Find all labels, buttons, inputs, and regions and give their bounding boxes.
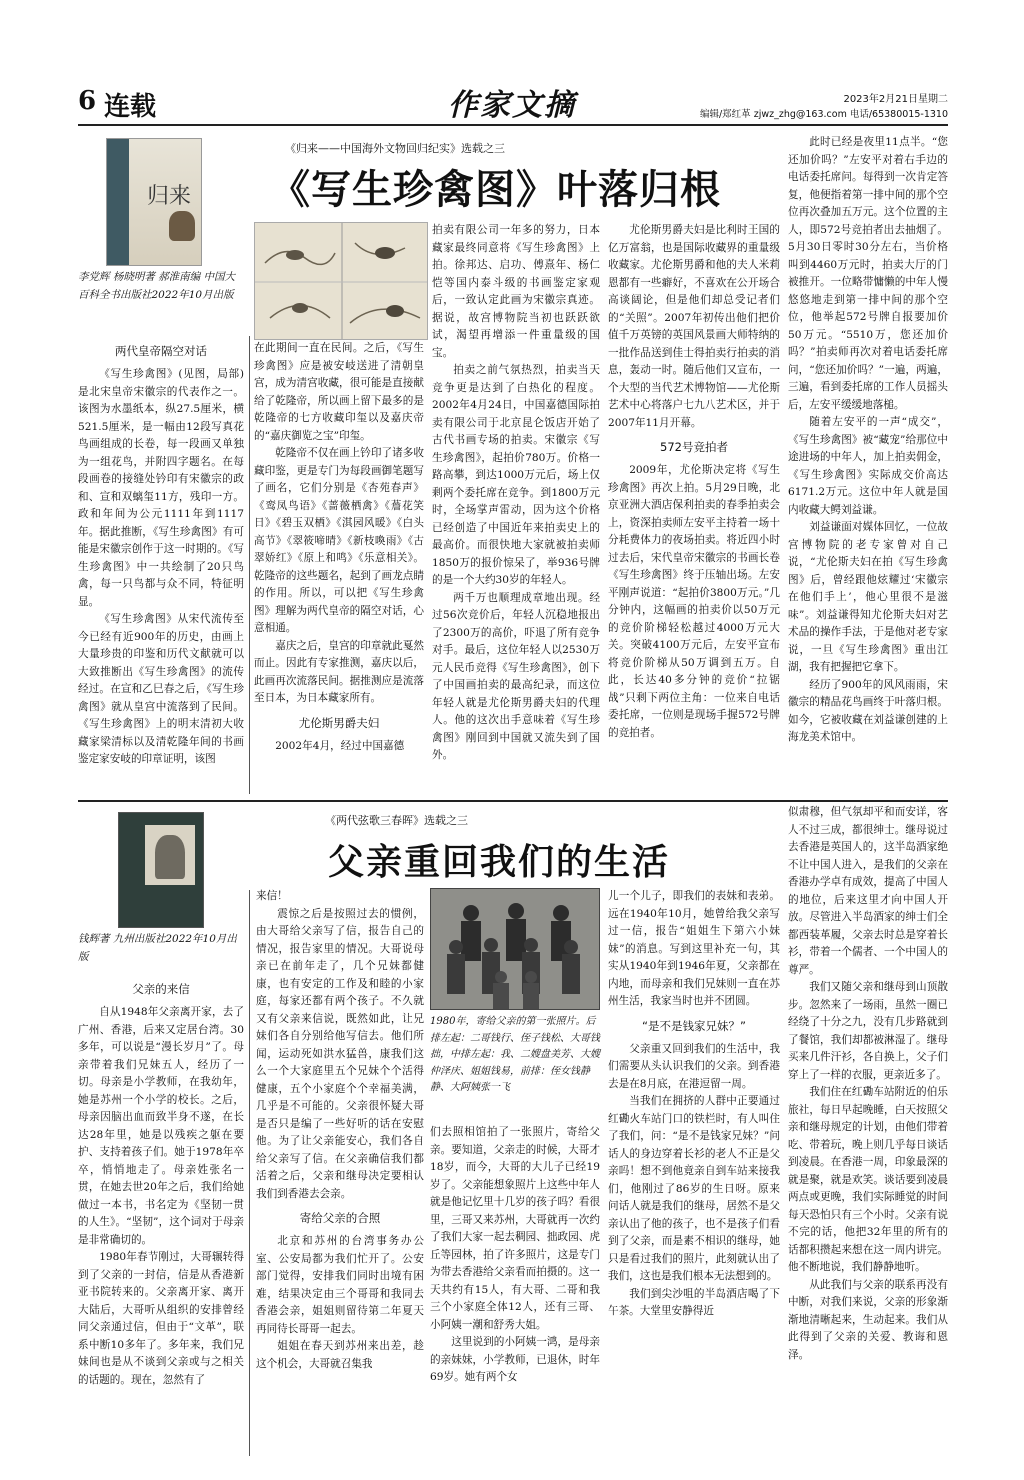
paragraph: 们去照相馆拍了一张照片，寄给父亲。要知道，父亲走的时候，大哥才18岁，而今，大哥的大儿子已经19岁了。父亲能想象照片上这些中年人就是他记忆里十几岁的孩子吗？看很里，三哥又来苏州，大哥就再一次约了我们大家一起去稠园、拙政园、虎丘等园林，拍了许多照片，这是专门为带去香港给父亲看而拍摄的。这一天共约有15人，有大哥、二哥和我三个小家庭全体12人，还有三哥、小阿姨一潮和舒秀大姐。 bbox=[430, 1126, 600, 1331]
paragraph: 我们住在红磡车站附近的伯乐旅社，每日早起晚睡，白天按照父亲和继母规定的计划，由他们带着吃、带着玩，晚上则几乎每日谈话到凌晨。在香港一周，印象最深的就是聚，就是欢笑。谈话要到凌晨两点或更晚，我们实际睡觉的时间每天恐怕只有三个小时。父亲有说不完的话，他把32年里的所有的话都积攒起来想在这一周内讲完。他不断地说，我们静静地听。 bbox=[788, 1086, 948, 1273]
paragraph: 乾隆帝不仅在画上钤印了诸多收藏印鉴，更是专门为每段画御笔题写了画名，它们分别是《杏苑春声》《鸾凤鸟语》《蔷薇栖禽》《薝花笑日》《碧玉双栖》《淇园风暖》《白头高节》《翠筱啼晴》《新枝喚雨》《古翠娇红》《原上和鸣》《乐意相关》。乾隆帝的这些题名，起到了画龙点睛的作用。所以，可以把《写生珍禽图》理解为两代皇帝的隔空对话，心意相通。 bbox=[254, 447, 424, 634]
article1-col4 bbox=[608, 222, 780, 742]
article2-col4 bbox=[608, 888, 780, 1321]
book-caption: 李党辉 杨晓明著 郝淮南编 中国大百科全书出版社2022年10月出版 bbox=[78, 271, 236, 301]
book-cover-title: 归来 bbox=[147, 184, 192, 209]
paragraph: 当我们在拥挤的人群中正要通过红磡火车站门口的铁栏时，有人叫住了我们，问：“是不是钱家兄妹？”问话人的身边穿着长衫的老人不正是父亲吗！想不到他竟亲自到车站来接我们，他刚过了86岁的生日呀。原来问话人就是我们的继母，居然不是父亲认出了他的孩子，也不是孩子们看到了父亲，而是素不相识的继母，她只是看过我们的照片，此刻就认出了我们，这也是我们根本无法想到的。 bbox=[608, 1095, 780, 1282]
masthead bbox=[78, 80, 948, 123]
subhead: 572号竞拍者 bbox=[660, 440, 728, 454]
paragraph: 在此期间一直在民间。之后，《写生珍禽图》应是被安岐送进了清朝皇宫，成为清宫收藏，很可能是直接献给了乾隆帝，所以画上留下最多的是乾隆帝的七方收藏印玺以及嘉庆帝的“嘉庆御览之宝”印玺。 bbox=[254, 342, 424, 442]
subhead: 两代皇帝隔空对话 bbox=[115, 344, 207, 358]
paragraph: 儿一个儿子，即我们的表妹和表弟。远在1940年10月，她曾给我父亲写过一信，报告“姐姐生下第六小妹妹”的消息。写到这里补充一句，其实从1940年到1946年夏，父亲都在内地，而母亲和我们兄妹则一直在苏州生活，我家当时也并不团圆。 bbox=[608, 890, 780, 1007]
paragraph: 我们又随父亲和继母到山顶散步。忽然来了一场雨，虽然一圈已经绕了十分之九，没有几步路就到了餐馆，我们却都被淋湿了。继母买来几件汗衫，各自换上，父子们穿上了一样的衣服，更亲近多了。 bbox=[788, 981, 948, 1081]
issue-date: 2023年2月21日星期二 bbox=[843, 94, 948, 105]
article2-col5 bbox=[788, 804, 948, 1364]
paragraph: 2002年4月，经过中国嘉德 bbox=[275, 739, 405, 752]
paragraph: 刘益谦面对媒体回忆，一位故宫博物院的老专家曾对自己说，“尤伦斯夫妇在拍《写生珍禽图》后，曾经跟他炫耀过‘宋徽宗在他们手上’，他心里很不是滋味”。刘益谦得知尤伦斯夫妇对艺术品的操作手法，于是他对老专家说，一旦《写生珍禽图》重出江湖，我有把握把它拿下。 bbox=[788, 521, 948, 673]
painting-image bbox=[254, 222, 428, 340]
series-label: 《两代弦歌三春晖》选载之三 bbox=[325, 814, 468, 827]
article1-col5 bbox=[788, 134, 948, 747]
book-cover-image bbox=[118, 812, 204, 928]
paragraph: 从此我们与父亲的联系再没有中断，对我们来说，父亲的形象渐渐地清晰起来，生动起来。我们从此得到了父亲的关爱、教诲和恩泽。 bbox=[788, 1278, 948, 1361]
paragraph: 这里说到的小阿姨一鸿，是母亲的亲妹妹，小学教师，已退休，时年69岁。她有两个女 bbox=[430, 1336, 600, 1383]
paragraph: 尤伦斯男爵夫妇是比利时王国的亿万富翁，也是国际收藏界的重量级收藏家。尤伦斯男爵和他的夫人米莉恩都有一些癖好，不喜欢在公开场合高谈阔论，但是他们却总受记者们的“关照”。2007年初传出他们把价值千万英镑的英国风景画大师特纳的一批作品送到佳士得拍卖行拍卖的消息，轰动一时。随后他们又宣布，一个大型的当代艺术博物馆——尤伦斯艺术中心将落户七九八艺术区，并于2007年11月开幕。 bbox=[608, 224, 780, 429]
article-separator bbox=[78, 800, 948, 802]
subhead: 寄给父亲的合照 bbox=[299, 1211, 381, 1225]
photo-caption: 1980年，寄给父亲的第一张照片。后排左起：二哥钱行、侄子钱松、大哥钱拙，中排左起：我、二嫂盘美芳、大嫂仲泽庆、姐姐钱易，前排：侄女钱静静、大阿姨张一飞 bbox=[430, 1016, 600, 1093]
paragraph: 震惊之后是按照过去的惯例，由大哥给父亲写了信，报告自己的情况，报告家里的情况。大哥说母亲已在前年走了，几个兄妹都健康，也有安定的工作及和睦的小家庭，每家还都有两个孩子。不久就又有父亲来信说，既然如此，让兄妹们各自分别给他写信去。他们所闻，运动死如洪水猛兽，康我们这么一个大家庭里五个兄妹个个活得健康，五个小家庭个个幸福美满，几乎是不可能的。父亲很怀疑大哥是否只是编了一些好听的话在安慰他。为了让父亲能安心，我们各自给父亲写了信。在父亲确信我们都活着之后，父亲和继母决定要相认我们到香港去会亲。 bbox=[256, 907, 424, 1200]
paragraph: 1980年春节刚过，大哥辗转得到了父亲的一封信，信是从香港新亚书院转来的。父亲离开家、离开大陆后，大哥听从组织的安排曾经同父亲通过信，但由于“文革”，联系中断10多年了。多年来，我们兄妹间也是从不谈到父亲或与之相关的话题的。现在，忽然有了 bbox=[78, 1251, 244, 1386]
family-photo bbox=[430, 888, 600, 1010]
article-title: 父亲重回我们的生活 bbox=[328, 841, 671, 883]
paragraph: 来信！ bbox=[256, 890, 288, 902]
article1-col2 bbox=[254, 340, 424, 755]
paragraph: 拍卖之前气氛热烈，拍卖当天竞争更是达到了白热化的程度。2002年4月24日，中国嘉德国际拍卖有限公司于北京昆仑饭店开始了古代书画专场的拍卖。宋徽宗《写生珍禽图》，起拍价780万。价格一路高攀，到达1000万元后，场上仅剩两个委托席在竞争。到1800万元时，全场掌声雷动，因为这个价格已经创造了中国近年来拍卖史上的最高价。而很快地大家就被拍卖师1850万的报价惊呆了，举936号牌的是一个大约30岁的年轻人。 bbox=[432, 364, 600, 586]
paragraph: 拍卖有限公司一年多的努力，日本藏家最终同意将《写生珍禽图》上拍。徐邦达、启功、傅熹年、杨仁恺等国内泰斗级的书画鉴定家观后，一致认定此画为宋徽宗真迹。据说，故宫博物院当初也跃跃欲试，渴望再增添一件重量级的国宝。 bbox=[432, 224, 600, 359]
section-name: 连载 bbox=[104, 92, 157, 122]
article2-col3 bbox=[430, 1124, 600, 1387]
subhead: 尤伦斯男爵夫妇 bbox=[298, 715, 380, 730]
column-divider bbox=[249, 890, 250, 1456]
paragraph: 经历了900年的风风雨雨，宋徽宗的精品花鸟画终于叶落归根。如今，它被收藏在刘益谦创建的上海龙美术馆中。 bbox=[788, 678, 948, 743]
paragraph: 父亲重又回到我们的生活中，我们需要从头认识我们的父亲。到香港去是在8月底，在港逗留一周。 bbox=[608, 1042, 780, 1090]
paragraph: 两千万也顺理成章地出现。经过56次竞价后，年轻人沉稳地报出了2300万的高价，吓退了所有竞争对手。最后，这位年轻人以2530万元人民币竞得《写生珍禽图》，创下了中国画拍卖的最高纪录，而这位年轻人就是尤伦斯男爵夫妇的代理人。他的这次出手意味着《写生珍禽图》刚回到中国就又流失到了国外。 bbox=[432, 591, 600, 761]
paragraph: 《写生珍禽图》从宋代流传至今已经有近900年的历史，由画上大量珍贵的印鉴和历代文献就可以大致推断出《写生珍禽图》的流传经过。在宣和乙巳春之后，《写生珍禽图》就从皇宫中流落到了民间。《写生珍禽图》上的明末清初大收藏家梁清标以及清乾隆年间的书画鉴定家安岐的印章证明，该图 bbox=[78, 613, 244, 765]
subhead: 父亲的来信 bbox=[132, 982, 190, 996]
book-caption: 钱辉著 九州出版社2022年10月出版 bbox=[78, 933, 237, 963]
subhead: “是不是钱家兄妹？” bbox=[642, 1018, 746, 1033]
article2-col2 bbox=[256, 888, 424, 1373]
paper-name: 作家文摘 bbox=[448, 88, 576, 123]
masthead-rule bbox=[78, 124, 948, 126]
paragraph: 嘉庆之后，皇宫的印章就此戛然而止。因此有专家推测，嘉庆以后，此画再次流落民间。据推测应是流落至日本，为日本藏家所有。 bbox=[254, 639, 424, 704]
paragraph: 2009年，尤伦斯决定将《写生珍禽图》再次上拍。5月29日晚，北京亚洲大酒店保利拍卖的春季拍卖会上，资深拍卖师左安平主持着一场十分耗费体力的夜场拍卖。将近四小时过去后，宋代皇帝宋徽宗的书画长卷《写生珍禽图》终于压轴出场。左安平刚声说道：“起拍价3800万元。”几分钟内，这幅画的拍卖价以50万元的竞价阶梯轻松越过4000万元大关。突破4100万元后，左安平宣布将竞价阶梯从50万调到五万。自此，长达40多分钟的竞价“拉锯战”只剩下两位主角：一位来自电话委托席，一位则是现场手握572号牌的竞拍者。 bbox=[608, 464, 780, 739]
series-label: 《归来——中国海外文物回归纪实》选载之三 bbox=[285, 142, 505, 155]
column-divider bbox=[249, 336, 250, 794]
paragraph: 自从1948年父亲离开家，去了广州、香港，后来又定居台湾。30多年，可以说是“漫长岁月”了。母亲带着我们兄妹五人，经历了一切。母亲是小学教师，在我幼年，她是苏州一个小学的校长。之后，母亲因脑出血而致半身不遂，在长达28年里，她是以残疾之躯在要护、支持着孩子们。她于1978年卒卒，悄悄地走了。母亲姓张名一贯，在她去世20年之后，我们给她做过一本书，书名定为《坚韧一贯的人生》。“坚韧”，这个词对于母亲是非常确切的。 bbox=[78, 1006, 244, 1246]
paragraph: 此时已经是夜里11点半。“您还加价吗？”左安平对着右手边的电话委托席问。每得到一次肯定答复，他便指着第一排中间的那个空位再次叠加五万元。这个位置的主人，即572号竞拍者出去抽烟了。5月30日零时30分左右，当价格叫到4460万元时，拍卖大厅的门被推开。一位略带慵懒的中年人慢悠悠地走到第一排中间的那个空位，他举起572号牌自报要加价50万元。“5510万，您还加价吗？”拍卖师再次对着电话委托席问，“您还加价吗？”一遍，两遍，三遍，看到委托席的工作人员摇头后，左安平缓缓地落槌。 bbox=[788, 136, 948, 411]
book-cover-image bbox=[106, 138, 202, 266]
article1-col3 bbox=[432, 222, 600, 765]
article-title: 《写生珍禽图》叶落归根 bbox=[270, 166, 721, 213]
paragraph: 《写生珍禽图》(见图，局部)是北宋皇帝宋徽宗的代表作之一。该图为水墨纸本，纵27.5厘米，横521.5厘米，是一幅由12段写真花鸟画组成的长卷，每一段画又单独为一组花鸟，并附四字题名。在每段画卷的接缝处钤印有宋徽宗的政和、宣和双螭玺11方，残印一方。政和年间为公元1111年到1117年。据此推断，《写生珍禽图》有可能是宋徽宗创作于这一时期的。《写生珍禽图》中一共绘制了20只鸟禽，每一只鸟都与众不同，特征明显。 bbox=[78, 368, 244, 608]
paragraph: 似肃穆，但气氛却平和而安详，客人不过三成，都很绅士。继母说过去香港是英国人的，这半岛酒家绝不让中国人进入，是我们的父亲在香港办学卓有成效，提高了中国人的地位，后来这里才向中国人开放。尽管进入半岛酒家的绅士们全都西装革履，父亲去时总是穿着长衫，带着一个儒者、一个中国人的尊严。 bbox=[788, 806, 948, 976]
paragraph: 北京和苏州的台湾事务办公室、公安局都为我们忙开了。公安部门觉得，安排我们同时出境有困难，结果决定由三个哥哥和我同去香港会亲，姐姐则留待第二年夏天再同待长哥哥一起去。 bbox=[256, 1235, 424, 1335]
editor-line: 编辑/郑红革 zjwz_zhg@163.com 电话/65380015-1310 bbox=[699, 109, 948, 120]
article2-col1 bbox=[78, 974, 244, 1389]
paragraph: 我们到尖沙咀的半岛酒店喝了下午茶。大堂里安静得近 bbox=[608, 1287, 780, 1317]
paragraph: 随着左安平的一声“成交”，《写生珍禽图》被“藏宠”给那位中途进场的中年人，加上拍卖佣金，《写生珍禽图》实际成交价高达6171.2万元。这位中年人就是国内收藏大鳄刘益谦。 bbox=[788, 416, 948, 516]
page-number: 6 bbox=[78, 86, 97, 116]
paragraph: 姐姐在春天到苏州来出差，趁这个机会，大哥就召集我 bbox=[256, 1340, 424, 1370]
article1-col1 bbox=[78, 336, 244, 769]
